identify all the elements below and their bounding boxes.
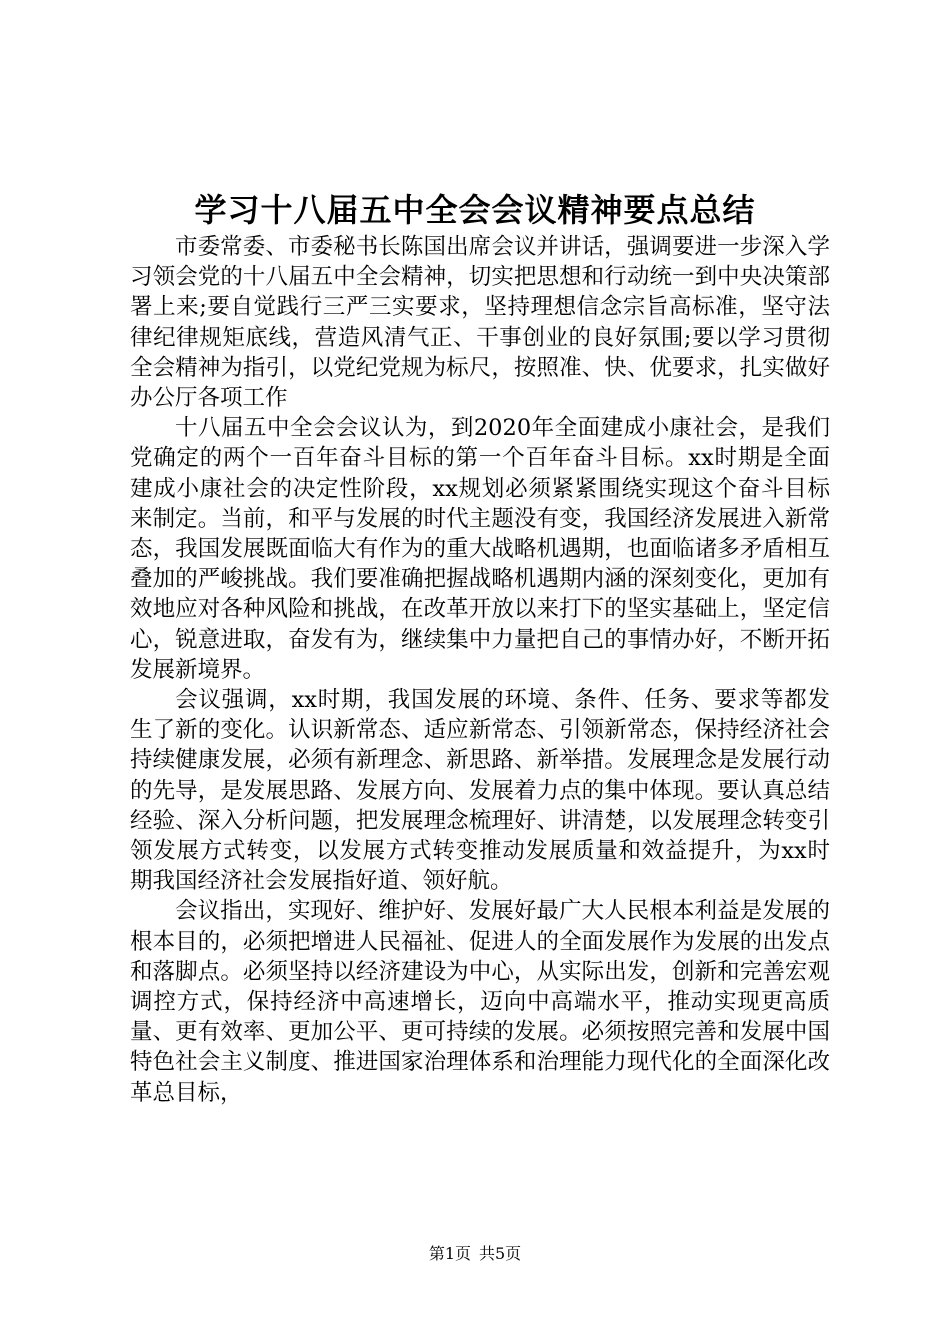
paragraph-4: 会议指出，实现好、维护好、发展好最广大人民根本利益是发展的根本目的，必须把增进人民福祉、促进人的全面发展作为发展的出发点和落脚点。必须坚持以经济建设为中心，从实际出发，创新和完善宏观调控方式，保持经济中高速增长，迈向中高端水平，推动实现更高质量、更有效率、更加公平、更可持续的发展。必须按照完善和发展中国特色社会主义制度、推进国家治理体系和治理能力现代化的全面深化改革总目标，	[130, 898, 830, 1106]
paragraph-3: 会议强调，xx时期，我国发展的环境、条件、任务、要求等都发生了新的变化。认识新常态、适应新常态、引领新常态，保持经济社会持续健康发展，必须有新理念、新思路、新举措。发展理念是发展行动的先导，是发展思路、发展方向、发展着力点的集中体现。要认真总结经验、深入分析问题，把发展理念梳理好、讲清楚，以发展理念转变引领发展方式转变，以发展方式转变推动发展质量和效益提升，为xx时期我国经济社会发展指好道、领好航。	[130, 687, 830, 895]
document-title: 学习十八届五中全会会议精神要点总结	[194, 191, 756, 229]
paragraph-1: 市委常委、市委秘书长陈国出席会议并讲话，强调要进一步深入学习领会党的十八届五中全会精神，切实把思想和行动统一到中央决策部署上来;要自觉践行三严三实要求，坚持理想信念宗旨高标准，坚守法律纪律规矩底线，营造风清气正、干事创业的良好氛围;要以学习贯彻全会精神为指引，以党纪党规为标尺，按照准、快、优要求，扎实做好办公厅各项工作	[130, 234, 830, 412]
page-footer	[0, 1243, 950, 1265]
paragraph-2: 十八届五中全会会议认为，到2020年全面建成小康社会，是我们党确定的两个一百年奋斗目标的第一个百年奋斗目标。xx时期是全面建成小康社会的决定性阶段，xx规划必须紧紧围绕实现这个奋斗目标来制定。当前，和平与发展的时代主题没有变，我国经济发展进入新常态，我国发展既面临大有作为的重大战略机遇期，也面临诸多矛盾相互叠加的严峻挑战。我们要准确把握战略机遇期内涵的深刻变化，更加有效地应对各种风险和挑战，在改革开放以来打下的坚实基础上，坚定信心，锐意进取，奋发有为，继续集中力量把自己的事情办好，不断开拓发展新境界。	[130, 415, 830, 683]
document-body	[130, 232, 830, 1108]
page-total: 共5页	[479, 1244, 522, 1263]
page-number: 第1页	[428, 1244, 471, 1263]
